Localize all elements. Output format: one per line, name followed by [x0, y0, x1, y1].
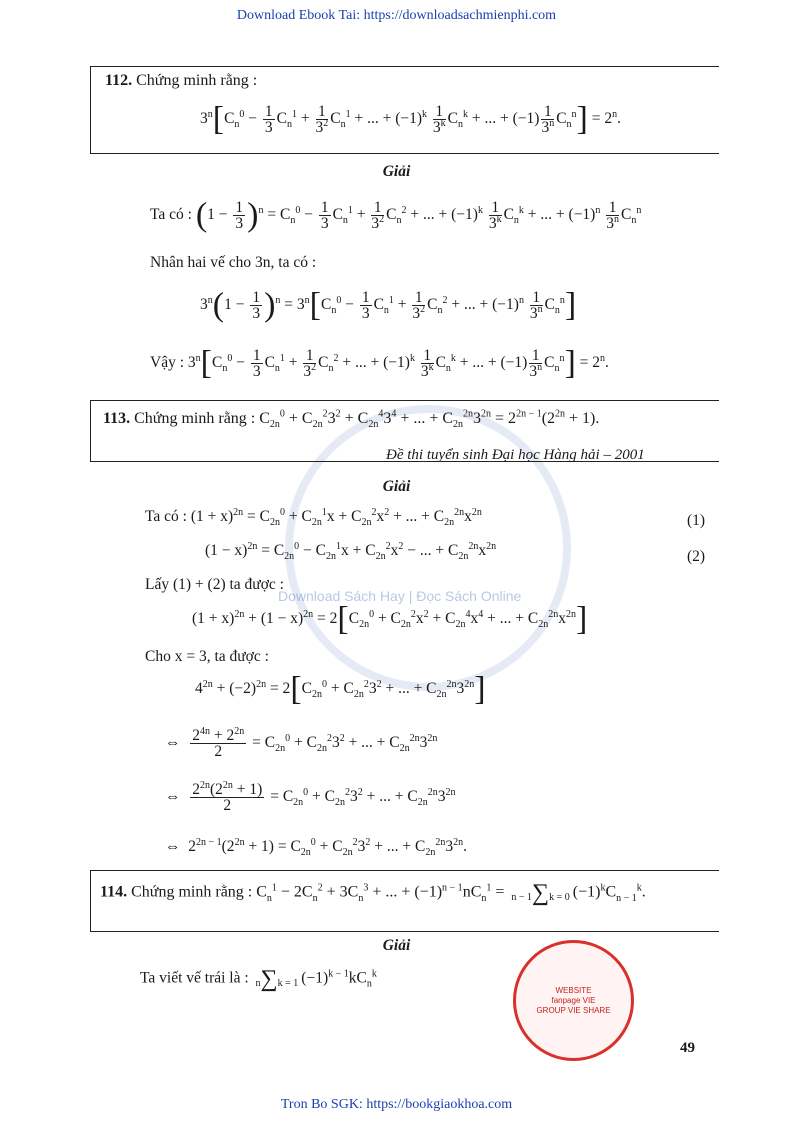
problem-number: 112. — [105, 72, 133, 89]
page-number: 49 — [680, 1040, 695, 1056]
solution-114-title: Giải — [382, 937, 411, 954]
vie-share-stamp: WEBSITE fanpage VIE GROUP VIE SHARE — [513, 940, 634, 1061]
solution-114-line-1: Ta viết vế trái là : n∑k = 1 $(-1)^{k - 1}kC_n^k$ — [140, 966, 377, 992]
solution-113-line-8: ⇔ $\frac{2^{2n}(2^{2n} + 1)}{2}$ = $C_{2n}^0 + C_{2n}^23^2$ + ... + $C_{2n}^{2n}3^{2n}$ — [165, 779, 456, 814]
solution-113-line-7: ⇔ $\frac{2^{4n} + 2^{2n}}{2}$ = $C_{2n}^0 + C_{2n}^23^2$ + ... + $C_{2n}^{2n}3^{2n}$ — [165, 725, 438, 760]
solution-112-title: Giải — [382, 163, 411, 180]
problem-114-statement: 114. Chứng minh rằng : $C_n^1 - 2C_n^2 + 3C_n^3$ + ... + $(-1)^{n - 1}nC_n^1 = n - 1\sum k = 0$ $(-1)^kC_{n - 1}^k$. — [100, 880, 646, 906]
solution-113-line-9: ⇔ $2^{2n - 1}(2^{2n} + 1) = C_{2n}^0 + C_{2n}^23^2$ + ... + $C_{2n}^{2n}3^{2n}$. — [165, 836, 467, 859]
problem-112-statement: $3^n[C_n^0$ − $\frac{1}{3}$ $C_n^1$ + $\frac{1}{3^2}$ $C_n^1$ + ... + $(-1)^k$ $\frac{1}{3^k}$ $C_n^k$ + ... + (−1) $\frac{1}{3^n}$ $C_n^n] = 2^n$. — [200, 100, 621, 138]
solution-113-title: Giải — [382, 478, 411, 495]
watermark-text: Download Sách Hay | Đọc Sách Online — [278, 588, 522, 604]
solution-113-line-1: Ta có : $(1 + x)^{2n} = C_{2n}^0 + C_{2n}^1x + C_{2n}^2x^2$ + ... + $C_{2n}^{2n}x^{2n}$ — [145, 506, 482, 529]
solution-113-line-2: $(1 - x)^{2n} = C_{2n}^0 - C_{2n}^1x + C_{2n}^2x^2$ − ... + $C_{2n}^{2n}x^{2n}$ — [205, 540, 497, 563]
problem-113-statement: 113. Chứng minh rằng : $C_{2n}^0 + C_{2n}^23^2 + C_{2n}^43^4$ + ... + $C_{2n}^{2n}3^{2n} = 2^{2n - 1}(2^{2n} + 1)$. — [103, 408, 600, 431]
equation-label-2: (2) — [687, 548, 706, 565]
solution-112-conclusion: Vậy : $3^n[C_n^0$ − $\frac{1}{3}$ $C_n^1$ + $\frac{1}{3^2}$ $C_n^2$ + ... + $(-1)^k$ $\frac{1}{3^k}$ $C_n^k$ + ... + (−1) $\frac{1}{3^n}$ $C_n^n] = 2^n$. — [150, 344, 609, 382]
equation-label-1: (1) — [687, 512, 706, 529]
problem-113-source: Đề thi tuyển sinh Đại học Hàng hải – 2001 — [386, 447, 645, 463]
solution-113-line-6: $4^{2n} + (-2)^{2n} = 2[C_{2n}^0 + C_{2n}^23^2$ + ... + $C_{2n}^{2n}3^{2n}$] — [195, 670, 486, 708]
solution-113-line-4: $(1 + x)^{2n} + (1 - x)^{2n} = 2[C_{2n}^0 + C_{2n}^2x^2 + C_{2n}^4x^4$ + ... + $C_{2n}^{2n}x^{2n}$] — [192, 600, 588, 638]
solution-112-line-2: Nhân hai vế cho 3n, ta có : — [150, 254, 317, 271]
solution-112-line-3: $3^n(1$ − $\frac{1}{3}$ )$^n = 3^n[C_n^0$ − $\frac{1}{3}$ $C_n^1$ + $\frac{1}{3^2}$ $C_n^2$ + ... + $(-1)^n$ $\frac{1}{3^n}$ $C_n^n$] — [200, 286, 577, 324]
problem-112-heading — [105, 72, 257, 90]
footer-link[interactable]: Tron Bo SGK: https://bookgiaokhoa.com — [280, 1097, 513, 1112]
solution-113-line-5: Cho x = 3, ta được : — [145, 648, 269, 665]
header-link[interactable]: Download Ebook Tai: https://downloadsachmienphi.com — [236, 8, 557, 23]
problem-prompt: Chứng minh rằng : — [136, 72, 258, 89]
solution-112-line-1: Ta có : (1 − $\frac{1}{3}$ )$^n = C_n^0$ − $\frac{1}{3}$ $C_n^1$ + $\frac{1}{3^2}$ $C_n^2$ + ... + $(-1)^k$ $\frac{1}{3^k}$ $C_n^k$ + ... + $(-1)^n$ $\frac{1}{3^n}$ $C_n^n$ — [150, 196, 642, 234]
solution-113-line-3: Lấy (1) + (2) ta được : — [145, 576, 284, 593]
